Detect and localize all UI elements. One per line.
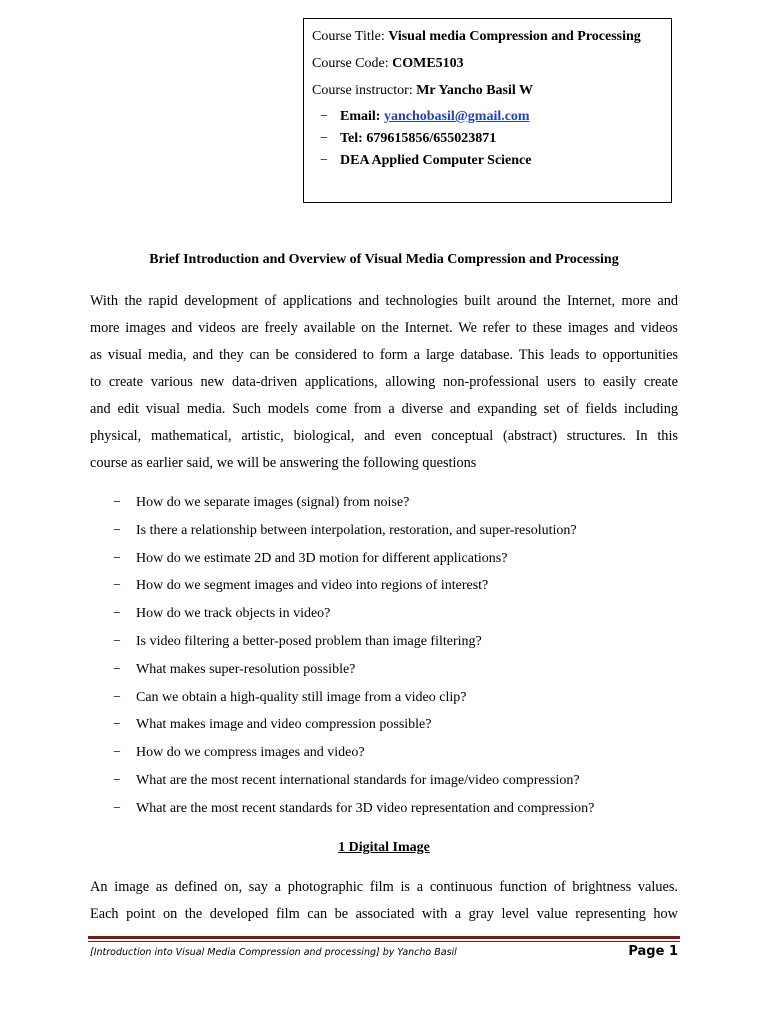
question-item: [113, 517, 678, 545]
contact-tel: [312, 128, 663, 150]
question-item: [113, 600, 678, 628]
bullet-dash: −: [113, 495, 121, 510]
question-item: [113, 489, 678, 517]
intro-line: physical, mathematical, artistic, biological, and even conceptual (abstract) structures. In this: [90, 428, 678, 444]
question-item: [113, 795, 678, 823]
intro-line: course as earlier said, we will be answering the following questions: [90, 455, 477, 471]
question-list: [113, 489, 678, 823]
tel-text: Tel: 679615856/655023871: [340, 131, 497, 146]
bullet-dash: −: [320, 153, 328, 168]
question-text: How do we segment images and video into regions of interest?: [136, 578, 489, 594]
bullet-dash: −: [113, 689, 121, 705]
bullet-dash: −: [113, 661, 121, 677]
bullet-dash: −: [113, 633, 121, 649]
contact-list: [312, 106, 663, 172]
bullet-dash: −: [320, 131, 328, 146]
question-item: [113, 684, 678, 712]
course-title-label: Course Title:: [312, 29, 389, 44]
course-instructor-value: Mr Yancho Basil W: [416, 83, 534, 98]
course-instructor: [312, 77, 663, 104]
bullet-dash: −: [113, 606, 121, 622]
question-text: How do we compress images and video?: [136, 745, 365, 761]
email-label: Email:: [340, 109, 384, 124]
footer-rule-thin: [88, 941, 680, 942]
digital-image-line: Each point on the developed film can be associated with a gray level value representing how: [90, 906, 678, 922]
question-item: [113, 767, 678, 795]
question-item: [113, 711, 678, 739]
intro-line: With the rapid development of applications and technologies built around the Internet, more and: [90, 293, 678, 309]
question-item: [113, 656, 678, 684]
bullet-dash: −: [113, 522, 121, 538]
course-code-label: Course Code:: [312, 56, 393, 71]
digital-image-line: An image as defined on, say a photographic film is a continuous function of brightness values.: [90, 879, 678, 895]
question-item: [113, 628, 678, 656]
question-item: [113, 572, 678, 600]
digital-image-heading: 1 Digital Image: [338, 840, 430, 855]
intro-line: to create various new data-driven applications, allowing non-professional users to easily create: [90, 374, 678, 390]
question-text: What are the most recent international standards for image/video compression?: [136, 772, 580, 788]
course-code: [312, 50, 663, 77]
course-title: [312, 23, 663, 50]
page-number: Page 1: [628, 944, 678, 959]
bullet-dash: −: [113, 550, 121, 566]
bullet-dash: −: [113, 772, 121, 788]
question-item: [113, 545, 678, 573]
question-text: How do we estimate 2D and 3D motion for different applications?: [136, 550, 508, 566]
digital-image-paragraph: [90, 874, 678, 928]
bullet-dash: −: [113, 578, 121, 594]
contact-email: [312, 106, 663, 128]
footer-document-title: [Introduction into Visual Media Compression and processing] by Yancho Basil: [90, 947, 457, 958]
bullet-dash: −: [320, 109, 328, 124]
question-text: Is video filtering a better-posed problem than image filtering?: [136, 633, 482, 649]
course-code-value: COME5103: [392, 56, 464, 71]
question-text: How do we separate images (signal) from noise?: [136, 495, 410, 510]
intro-line: as visual media, and they can be considered to form a large database. This leads to opportunities: [90, 347, 678, 363]
bullet-dash: −: [113, 717, 121, 733]
course-info-box: [303, 18, 672, 203]
intro-heading: Brief Introduction and Overview of Visual Media Compression and Processing: [149, 252, 619, 267]
intro-line: and edit visual media. Such models come from a diverse and expanding set of fields including: [90, 401, 678, 417]
footer-rule-thick: [88, 936, 680, 939]
question-text: What makes image and video compression possible?: [136, 717, 432, 733]
intro-line: more images and videos are freely available on the Internet. We refer to these images and videos: [90, 320, 678, 336]
question-text: What are the most recent standards for 3D video representation and compression?: [136, 800, 595, 816]
contact-dept: [312, 150, 663, 172]
intro-paragraph: [90, 288, 678, 477]
course-title-value: Visual media Compression and Processing: [388, 29, 641, 44]
question-text: Is there a relationship between interpolation, restoration, and super-resolution?: [136, 522, 577, 538]
course-instructor-label: Course instructor:: [312, 83, 417, 98]
question-item: [113, 739, 678, 767]
email-link[interactable]: yanchobasil@gmail.com: [383, 109, 530, 124]
bullet-dash: −: [113, 800, 121, 816]
dept-text: DEA Applied Computer Science: [340, 153, 532, 168]
bullet-dash: −: [113, 745, 121, 761]
question-text: How do we track objects in video?: [136, 606, 331, 622]
question-text: What makes super-resolution possible?: [136, 661, 356, 677]
question-text: Can we obtain a high-quality still image from a video clip?: [136, 689, 467, 705]
